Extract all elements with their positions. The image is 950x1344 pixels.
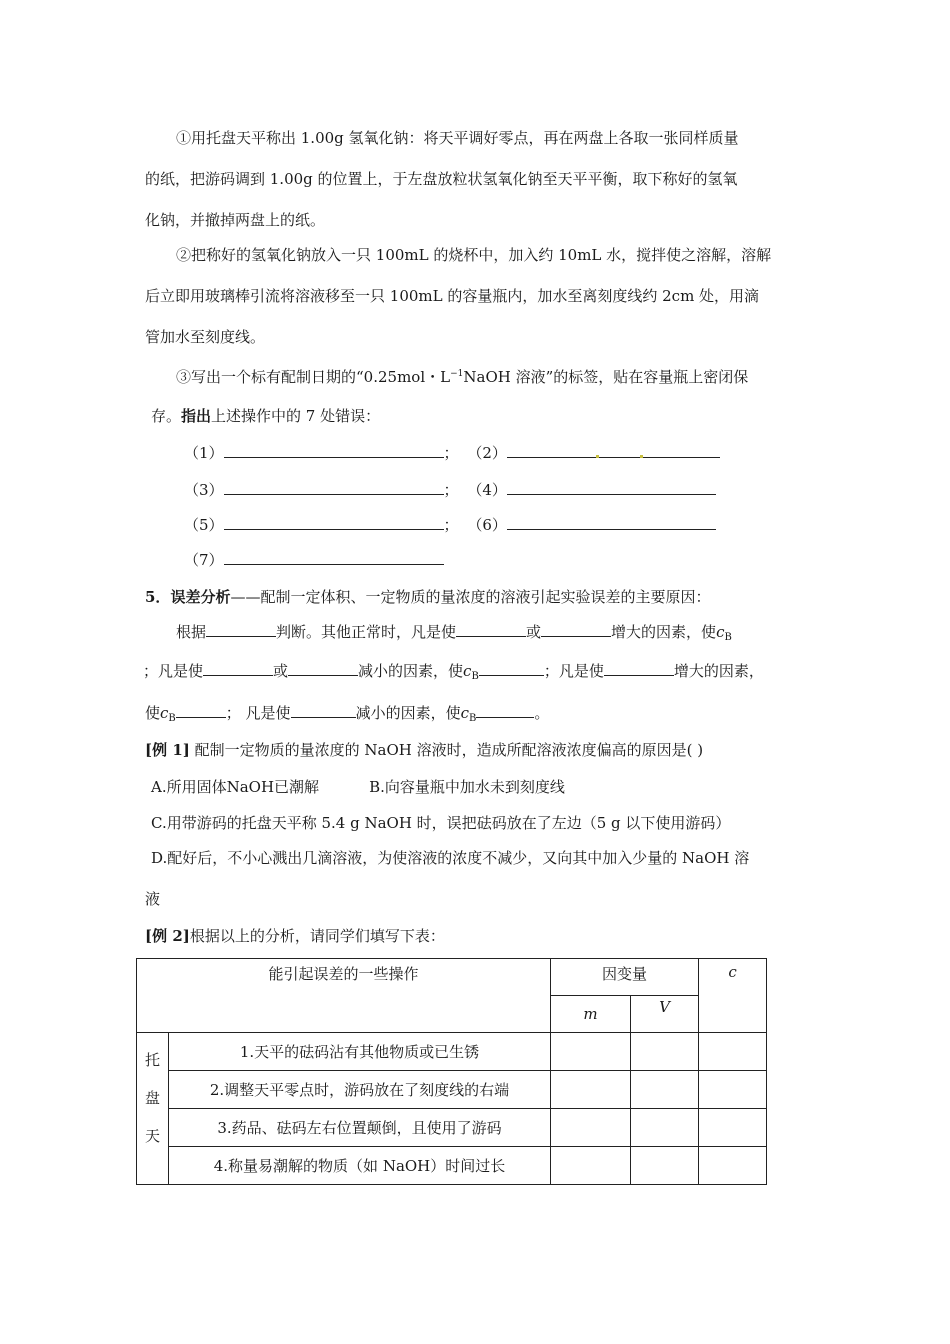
blank-row-4 [184,550,444,570]
operation-cell-4: 4.称量易潮解的物质（如 NaOH）时间过长 [169,1147,551,1185]
header-c: c [699,959,767,1033]
s5-blank-4[interactable] [203,661,273,676]
step1-line3: 化钠，并撤掉两盘上的纸。 [145,211,326,229]
s5-blank-7[interactable] [604,661,674,676]
s5-blank-3[interactable] [541,622,611,637]
example1-tag: [例 1] [145,741,190,759]
error-analysis-table [136,958,767,1185]
header-operations: 能引起误差的一些操作 [137,959,551,1033]
blank-label-4: （4） [467,481,507,499]
v-cell-3[interactable] [631,1109,699,1147]
s5-l2-c: 减小的因素，使 [358,662,464,680]
s5-l2-e: 增大的因素， [673,662,764,680]
table-row [137,1033,767,1071]
operation-cell-2: 2.调整天平零点时，游码放在了刻度线的右端 [169,1071,551,1109]
s5-l2-d: ；凡是使 [543,662,604,680]
header-v: V [631,996,699,1033]
section5-title: 误差分析 [170,588,231,606]
operation-cell-3: 3.药品、砝码左右位置颠倒，且使用了游码 [169,1109,551,1147]
section5-line2 [143,661,764,687]
v-cell-4[interactable] [631,1147,699,1185]
blank-label-6: （6） [467,516,507,534]
step2-line1: ②把称好的氢氧化钠放入一只 100mL 的烧杯中，加入约 10mL 水，搅拌使之溶解，溶解 [176,246,772,264]
blank-sep-1: ； [443,444,459,462]
section5-number: 5． [145,588,171,606]
blank-label-7: （7） [184,551,224,569]
step3-superscript: −1 [450,369,464,379]
answer-blank-7[interactable] [224,550,444,565]
s5-l2-b: 或 [273,662,289,680]
s5-l1-a: 根据 [176,623,207,641]
step1-line1: ①用托盘天平称出 1.00g 氢氧化钠：将天平调好零点，再在两盘上各取一张同样质量 [176,129,739,147]
s5-l3-d: 。 [534,704,550,722]
table-row [137,1071,767,1109]
answer-blank-4[interactable] [507,480,716,495]
answer-blank-6[interactable] [507,515,716,530]
blank-sep-2: ； [443,481,459,499]
c-cell-3[interactable] [699,1109,767,1147]
s5-l1-d: 增大的因素，使 [611,623,717,641]
s5-c-1: c [716,623,725,641]
s5-l3-b: ； 凡是使 [225,704,291,722]
step3-text-post: NaOH 溶液”的标签，贴在容量瓶上密闭保 [463,368,749,386]
blank-row-2 [184,480,716,500]
option-d-line2: 液 [145,890,161,908]
option-a: A.所用固体NaOH已潮解 [151,778,320,796]
answer-blank-5[interactable] [224,515,444,530]
m-cell-1[interactable] [551,1033,631,1071]
s5-blank-10[interactable] [476,703,534,718]
header-row-1 [137,959,767,996]
group-char-2: 盘 [144,1089,160,1107]
s5-blank-2[interactable] [456,622,526,637]
s5-l1-c: 或 [526,623,542,641]
step3-line1 [176,364,748,387]
operation-cell-1: 1.天平的砝码沾有其他物质或已生锈 [169,1033,551,1071]
m-cell-2[interactable] [551,1071,631,1109]
s5-l2-a: ；凡是使 [143,662,204,680]
blank-row-1 [184,443,720,463]
v-cell-2[interactable] [631,1071,699,1109]
option-c: C.用带游码的托盘天平称 5.4 g NaOH 时，误把砝码放在了左边（5 g 以下使用游码） [151,814,731,832]
header-dependent-variable: 因变量 [551,959,699,996]
s5-l3-c: 减小的因素，使 [355,704,461,722]
section5-desc: ——配制一定体积、一定物质的量浓度的溶液引起实验误差的主要原因： [230,588,711,606]
s5-blank-6[interactable] [479,661,544,676]
point-out-label: 指出 [181,407,212,425]
s5-b-3: B [168,713,176,724]
section5-line1 [176,622,732,648]
s5-blank-5[interactable] [288,661,358,676]
mark-dot-1 [596,455,599,458]
blank-label-1: （1） [184,444,224,462]
table-row [137,1109,767,1147]
s5-b-1: B [724,632,732,643]
point-out-rest: 上述操作中的 7 处错误： [211,407,381,425]
c-cell-1[interactable] [699,1033,767,1071]
step3-line2-text: 存。 [151,407,182,425]
s5-blank-9[interactable] [291,703,356,718]
blank-sep-3: ； [443,516,459,534]
s5-blank-1[interactable] [206,622,276,637]
group-char-1: 托 [144,1051,160,1069]
s5-c-2: c [463,662,472,680]
step3-text-pre: ③写出一个标有配制日期的“0.25mol・L [176,368,451,386]
table-row [137,1147,767,1185]
answer-blank-1[interactable] [224,443,444,458]
header-m: m [551,996,631,1033]
example2-tag: [例 2] [145,927,190,945]
c-cell-2[interactable] [699,1071,767,1109]
blank-label-5: （5） [184,516,224,534]
answer-blank-2[interactable] [507,443,720,458]
m-cell-4[interactable] [551,1147,631,1185]
blank-label-3: （3） [184,481,224,499]
s5-b-4: B [468,713,477,724]
example1-question [145,740,703,760]
example2-text: 根据以上的分析，请同学们填写下表： [189,927,445,945]
section5-heading [145,587,710,607]
step2-line3: 管加水至刻度线。 [145,328,266,346]
answer-blank-3[interactable] [224,480,444,495]
c-cell-4[interactable] [699,1147,767,1185]
step2-line2: 后立即用玻璃棒引流将溶液移至一只 100mL 的容量瓶内，加水至离刻度线约 2cm 处，用滴 [145,287,760,305]
example1-options-ab [151,777,565,797]
m-cell-3[interactable] [551,1109,631,1147]
s5-l3-a: 使 [145,704,161,722]
s5-blank-8[interactable] [176,703,226,718]
blank-label-2: （2） [467,444,507,462]
group-label-balance [137,1033,169,1185]
s5-c-3: c [160,704,169,722]
example2-heading [145,926,445,946]
example1-question-text: 配制一定物质的量浓度的 NaOH 溶液时，造成所配溶液浓度偏高的原因是( ) [189,741,704,759]
mark-dot-2 [640,455,643,458]
option-b: B.向容量瓶中加水未到刻度线 [369,778,565,796]
option-d-line1: D.配好后，不小心溅出几滴溶液，为使溶液的浓度不减少，又向其中加入少量的 NaOH 溶 [151,849,750,867]
section5-line3 [145,703,549,729]
s5-b-2: B [471,671,479,682]
step1-line2: 的纸，把游码调到 1.00g 的位置上，于左盘放粒状氢氧化钠至天平平衡，取下称好的氢氧 [145,170,738,188]
v-cell-1[interactable] [631,1033,699,1071]
blank-row-3 [184,515,716,535]
step3-line2 [151,406,380,426]
s5-c-4: c [460,704,469,722]
group-char-3: 天 [144,1127,160,1145]
s5-l1-b: 判断。其他正常时，凡是使 [276,623,457,641]
